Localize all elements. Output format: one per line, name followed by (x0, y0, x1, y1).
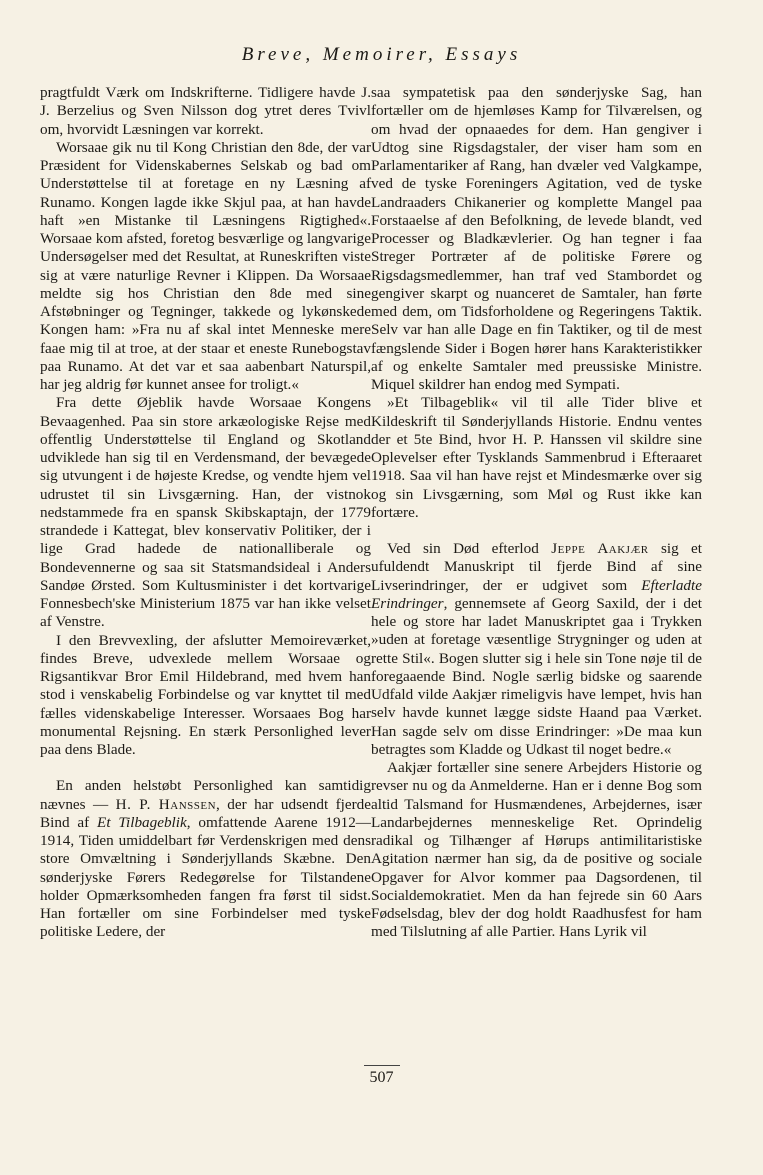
text-run: , gennemsete af Georg Saxild, der i det hele og store har ladet Manuskriptet gaa i Trykken »uden at foretage væsentlige Strygninger og uden at rette Stil«. Bogen slutter sig i hele sin Tone nøje til de foregaaende Bind. Nogle særlig bidske og saarende Udfald vilde Aakjær rimeligvis have lempet, hvis han selv havde kunnet lægge sidste Haand paa Værket. Han sagde selv om disse Erindringer: »De maa kun betragtes som Kladde og Udkast til noget bedre.« (371, 594, 702, 758)
paragraph: saa sympatetisk paa den sønderjyske Sag, han fortæller om de hjemløses Kamp for Tilværelsen, og om hvad der opnaaedes for dem. Han gengiver i Udtog sine Rigsdagstaler, der viser ham som en Parlamentariker af Rang, han dvæler ved Valgkampe, ved de tyske Foreningers Agitation, ved de tyske Landraaders Chikanerier og komplette Mangel paa Forstaaelse af den Befolkning, de levede blandt, ved Processer og Bladkævlerier. Og han tegner i faa Streger Portræter af de politiske Førere og Rigsdagsmedlemmer, han traf ved Stambordet og gengiver skarpt og nuanceret de Samtaler, han førte med dem, om Tidsforholdene og Regeringens Taktik. Selv var han alle Dage en fin Taktiker, og til de mest fængslende Sider i Bogen hører hans Karakteristikker af og enkelte Samtaler med preussiske Ministre. Miquel skildrer han endog med Sympati. (371, 84, 702, 393)
running-header: Breve, Memoirer, Essays (241, 44, 522, 65)
paragraph: pragtfuldt Værk om Indskrifterne. Tidligere havde J. J. Berzelius og Sven Nilsson dog ytret deres Tvivl om, hvorvidt Læsningen var korrekt. (40, 84, 371, 138)
page-number (0, 1065, 763, 1087)
author-name: H. P. Hanssen (115, 795, 217, 813)
text-run: , der har udsendt fjerde Bind af (40, 795, 371, 831)
right-column (371, 84, 702, 942)
text-run: En anden helstøbt Personlighed kan samtidig nævnes — (40, 777, 371, 813)
left-column (40, 84, 371, 942)
author-name: Jeppe Aakjær (551, 540, 649, 557)
text-run: Ved sin Død efterlod (387, 540, 552, 557)
paragraph (40, 777, 371, 941)
paragraph: Aakjær fortæller sine senere Arbejders Historie og revser nu og da Anmelderne. Han er i denne Bog som altid Talsmand for Husmændenes, Arbejdernes, især Landarbejdernes menneskelige Ret. Oprindelig radikal og Tilhænger af Hørups antimilitaristiske Agitation nærmer han sig, da de positive og sociale Opgaver for Alvor kommer paa Dagsordenen, til Socialdemokratiet. Men da han fejrede sin 60 Aars Fødselsdag, blev der dog holdt Raadhusfest for ham med Tilslutning af alle Partier. Hans Lyrik vil (371, 759, 702, 941)
book-title: Efterladte Erindringer (371, 576, 702, 612)
paragraph: I den Brevvexling, der afslutter Memoireværket, findes Breve, udvexlede mellem Worsaae og Rigsantikvar Bror Emil Hildebrand, med hvem han stod i venskabelig Forbindelse og var knyttet til med fælles videnskabelige Interesser. Worsaaes Bog har monumental Rejsning. En stærk Personlighed lever paa dens Blade. (40, 631, 371, 758)
paragraph: Fra dette Øjeblik havde Worsaae Kongens Bevaagenhed. Paa sin store arkæologiske Rejse med offentlig Understøttelse til England og Skotland udviklede han sig til en Verdensmand, der bevægede sig utvungent i de højeste Kredse, og vendte hjem vel udrustet til sin Livsgærning. Han, der vistnok nedstammede fra en spansk Skibskaptajn, der 1779 strandede i Kattegat, blev konservativ Politiker, der i lige Grad hadede de nationalliberale og Bondevennerne og saa sit Statsmandsideal i Anders Sandøe Ørsted. Som Kultusminister i det kortvarige Fonnesbech'ske Ministerium 1875 var han ikke velset af Venstre. (40, 394, 371, 631)
page-number-text: 507 (364, 1065, 400, 1087)
paragraph: »Et Tilbageblik« vil til alle Tider blive et Kildeskrift til Sønderjyllands Historie. Endnu ventes der et 5te Bind, hvor H. P. Hanssen vil skildre sine Oplevelser efter Tysklands Sammenbrud i Efteraaret 1918. Saa vil han have rejst et Mindesmærke over sig og sin Livsgærning, som Møl og Rust ikke kan fortære. (371, 394, 702, 521)
paragraph: Worsaae gik nu til Kong Christian den 8de, der var Præsident for Videnskabernes Selskab og bad om Understøttelse til at foretage en ny Læsning af Runamo. Kongen lagde ikke Skjul paa, at han havde haft »en Mistanke til Læsningens Rigtighed«. Worsaae kom afsted, foretog besværlige og langvarige Undersøgelser med det Resultat, at Runeskriften viste sig at være naturlige Revner i Klippen. Da Worsaae meldte sig hos Christian den 8de med sine Afstøbninger og Tegninger, takkede og lykønskede Kongen ham: »Fra nu af skal intet Menneske mere faae mig til at troe, at der staar et eneste Runebogstav paa Runamo. At det var et saa aabenbart Naturspil, har jeg aldrig før kunnet ansee for troligt.« (40, 138, 371, 393)
text-run: sig et ufuldendt Manuskript til fjerde Bind af sine Livserindringer, der er udgivet som (371, 540, 702, 594)
paragraph (371, 540, 702, 759)
text-run: , omfattende Aarene 1912—1914, Tiden umiddelbart før Verdenskrigen med dens store Omvæltning i Sønderjyllands Skæbne. Den sønderjyske Førers Redegørelse for Tilstandene holder Opmærksomheden fangen fra først til sidst. Han fortæller om sine Forbindelser med tyske politiske Ledere, der (40, 813, 371, 941)
book-title: Et Tilbageblik (97, 813, 187, 831)
